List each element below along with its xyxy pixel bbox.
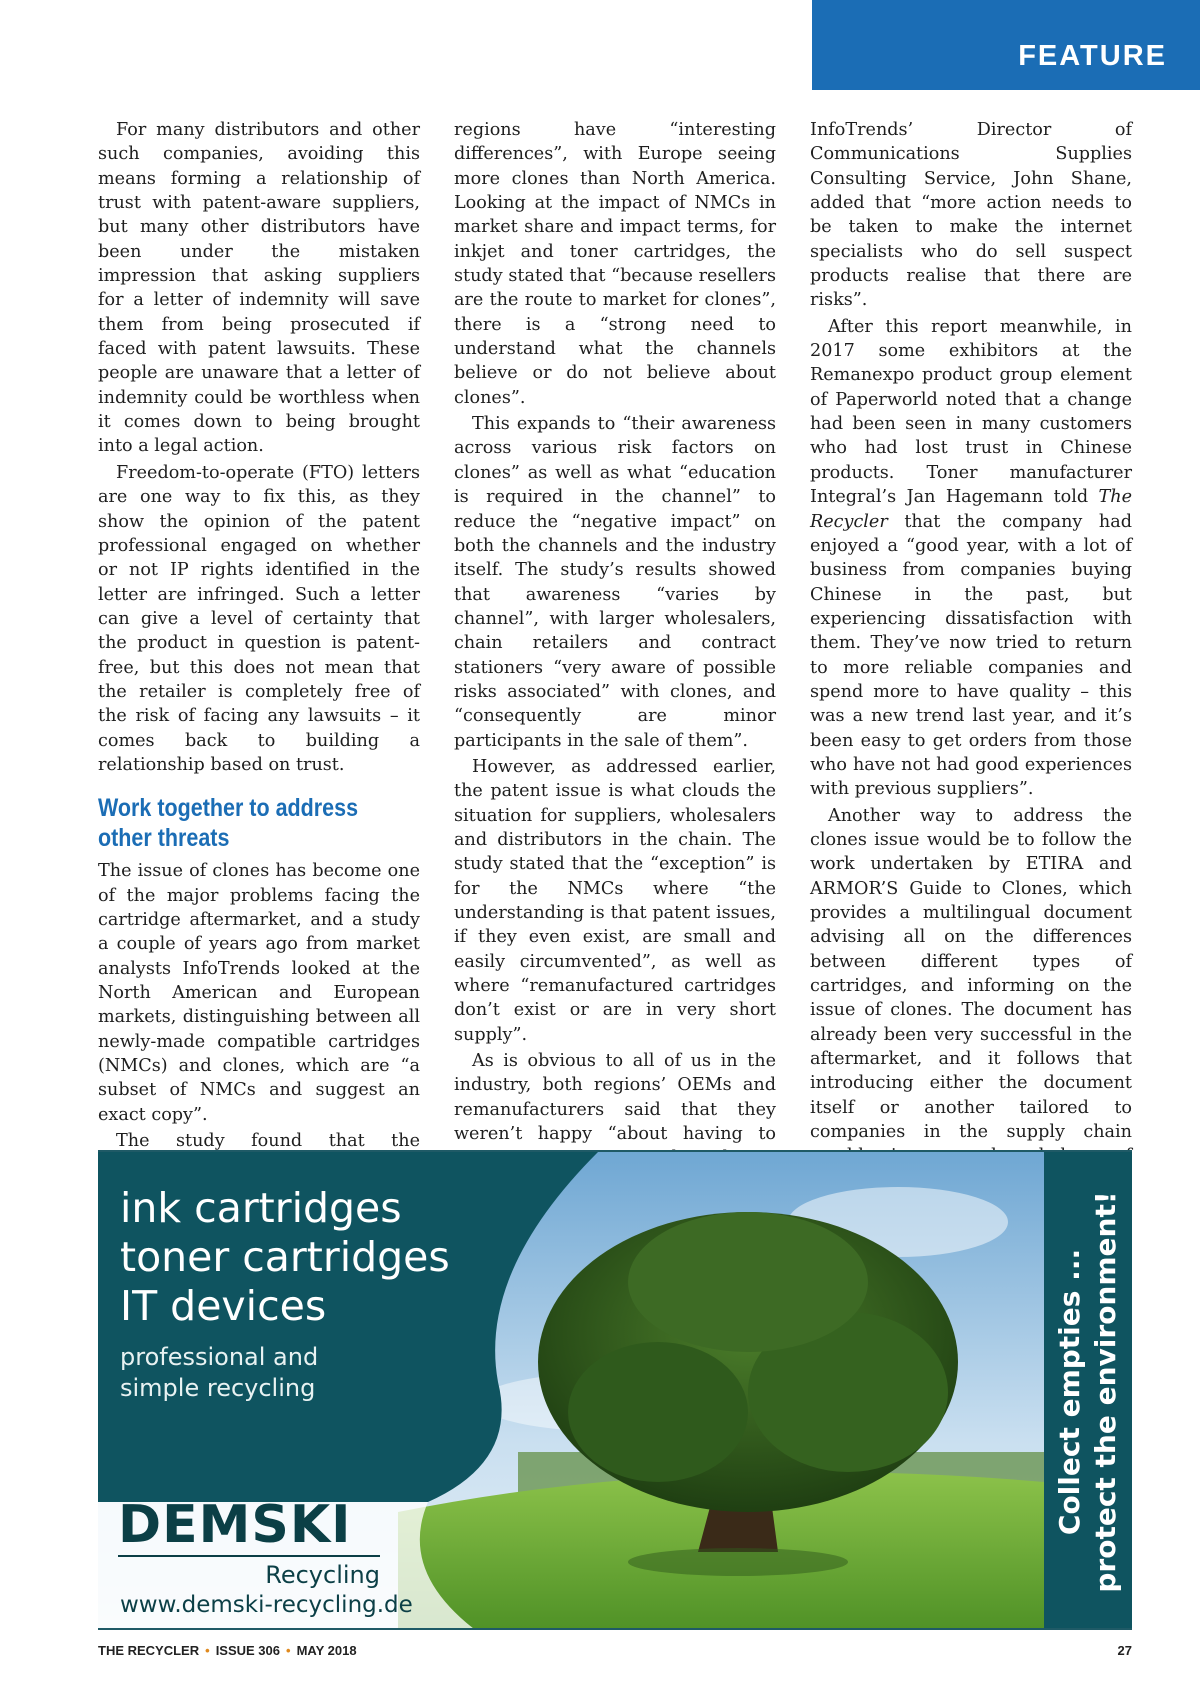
- paragraph: Another way to address the clones issue would be to follow the work undertaken by ETIRA and ARMOR’S Guide to Clones, which provides a multilingual document advising all on the differences between different types of cartridges, and informing on the issue of clones. The document has already been very successful in the aftermarket, and it follows that introducing either the document itself or another tailored to companies in the supply chain: [810, 805, 1132, 1143]
- paragraph: For many distributors and other such companies, avoiding this means forming a relationship of trust with patent-aware suppliers, but many other distributors have been under the mistaken impression that asking suppliers for a letter of indemnity will save them from being prosecuted if faced with patent lawsuits. These people are unaware that a letter of indemnity could be worthless when it comes down to being brought into a legal action.: [98, 120, 420, 457]
- article-column-3: [810, 118, 1132, 1242]
- brand-tagline: Recycling: [265, 1561, 380, 1589]
- ad-headline-line: toner cartridges: [120, 1233, 450, 1281]
- page-footer: [98, 1640, 1132, 1660]
- ad-headline-line: ink cartridges: [120, 1184, 402, 1232]
- separator-dot: •: [286, 1642, 291, 1658]
- footer-date: MAY 2018: [296, 1642, 357, 1658]
- paragraph-text: After this report meanwhile, in 2017 some exhibitors at the Remanexpo product group element of Paperworld noted that a change had been seen in many customers who had lost trust in Chinese products. Toner manufacturer Integral’s Jan Hagemann told: [810, 316, 1132, 508]
- article-column-1: [98, 118, 420, 1202]
- ad-website-url: www.demski-recycling.de: [120, 1592, 413, 1618]
- separator-dot: •: [205, 1642, 210, 1658]
- brand-name: DEMSKI: [118, 1495, 352, 1555]
- paragraph: However, as addressed earlier, the patent issue is what clouds the situation for suppliers, wholesalers and distributors in the chain. The study stated that the “exception” is for the NMCs where “the understanding is that patent issues, if they even exist, are small and easily circumvented”, as well as where “remanufactured cartridges don’t exist or are in very short supply”.: [454, 756, 776, 1045]
- ad-headline: [120, 1184, 450, 1331]
- ad-side-line: Collect empties ...: [1053, 1248, 1086, 1536]
- demski-advertisement: [98, 1150, 1132, 1630]
- ad-subheadline-line: simple recycling: [120, 1374, 316, 1402]
- ad-side-banner: [1044, 1152, 1132, 1630]
- paragraph: The issue of clones has become one of the major problems facing the cartridge aftermarket, and a study a couple of years ago from market analysts InfoTrends looked at the North American and European markets, distinguishing between all newly-made compatible cartridges (NMCs) and clones, which are “a subset of NMCs and suggest an exact copy”.: [98, 861, 420, 1125]
- article-column-2: [454, 118, 776, 1244]
- paragraph: regions have “interesting differences”, with Europe seeing more clones than North America. Looking at the impact of NMCs in market share and impact terms, for inkjet and toner cartridges, the study stated that “because resellers are the route to market for clones”, there is a “strong need to understand what the channels believe or do not believe about clones”.: [454, 120, 776, 408]
- paragraph-text: that the company had enjoyed a “good year, with a lot of business from companies buying Chinese in the past, but experiencing dissatisfaction with them. They’ve now tried to return to more reliable companies and spend more to have quality – this was a new trend last year, and it’s been easy to get orders from those who have not had good experiences with previous suppliers”.: [810, 511, 1132, 800]
- paragraph: The study found that the: [116, 1131, 420, 1152]
- ad-subheadline: [120, 1342, 318, 1404]
- demski-logo: [118, 1497, 380, 1589]
- tree-crown-part: [628, 1212, 868, 1352]
- footer-publication-info: [98, 1643, 357, 1658]
- ad-subheadline-line: professional and: [120, 1343, 319, 1371]
- ad-side-line: protect the environment!: [1089, 1191, 1122, 1593]
- page-number: 27: [1117, 1642, 1132, 1658]
- paragraph: InfoTrends’ Director of Communications Supplies Consulting Service, John Shane, added that “more action needs to be taken to make the internet specialists who do sell suspect products realise that there are risks”.: [810, 120, 1132, 311]
- footer-publication: THE RECYCLER: [98, 1642, 200, 1658]
- paragraph: This expands to “their awareness across various risk factors on clones” as well as what “education is required in the channel” to reduce the “negative impact” on both the channels and the industry itself. The study’s results showed that awareness “varies by channel”, with larger wholesalers, chain retailers and contract stationers “very aware of possible risks associated” with clones, and “consequently are minor participants in the sale of them”.: [454, 414, 776, 751]
- paragraph: [810, 315, 1132, 802]
- paragraph: Freedom-to-operate (FTO) letters are one way to fix this, as they show the opinion of the patent professional engaged on whether or not IP rights identified in the letter are infringed. Such a letter can give a level of certainty that the product in question is patent-free, but this does not mean that the retailer is completely free of the risk of facing any lawsuits – it comes back to building a relationship based on trust.: [98, 462, 420, 775]
- brand-divider: [118, 1555, 380, 1557]
- section-subheading: Work together to address other threats: [98, 794, 359, 853]
- section-tab-label: FEATURE: [1018, 40, 1167, 72]
- footer-issue: ISSUE 306: [215, 1642, 281, 1658]
- tree-shadow: [628, 1548, 848, 1576]
- tree-crown-part: [568, 1342, 748, 1482]
- ad-side-slogan: [1052, 1162, 1124, 1622]
- paragraph: As is obvious to all of us in the industry, both regions’ OEMs and remanufacturers said that they weren’t happy “about having to: [454, 1051, 776, 1145]
- section-tab: [812, 0, 1200, 90]
- ad-headline-line: IT devices: [120, 1282, 327, 1330]
- publication-title: The Recycler: [810, 487, 1132, 532]
